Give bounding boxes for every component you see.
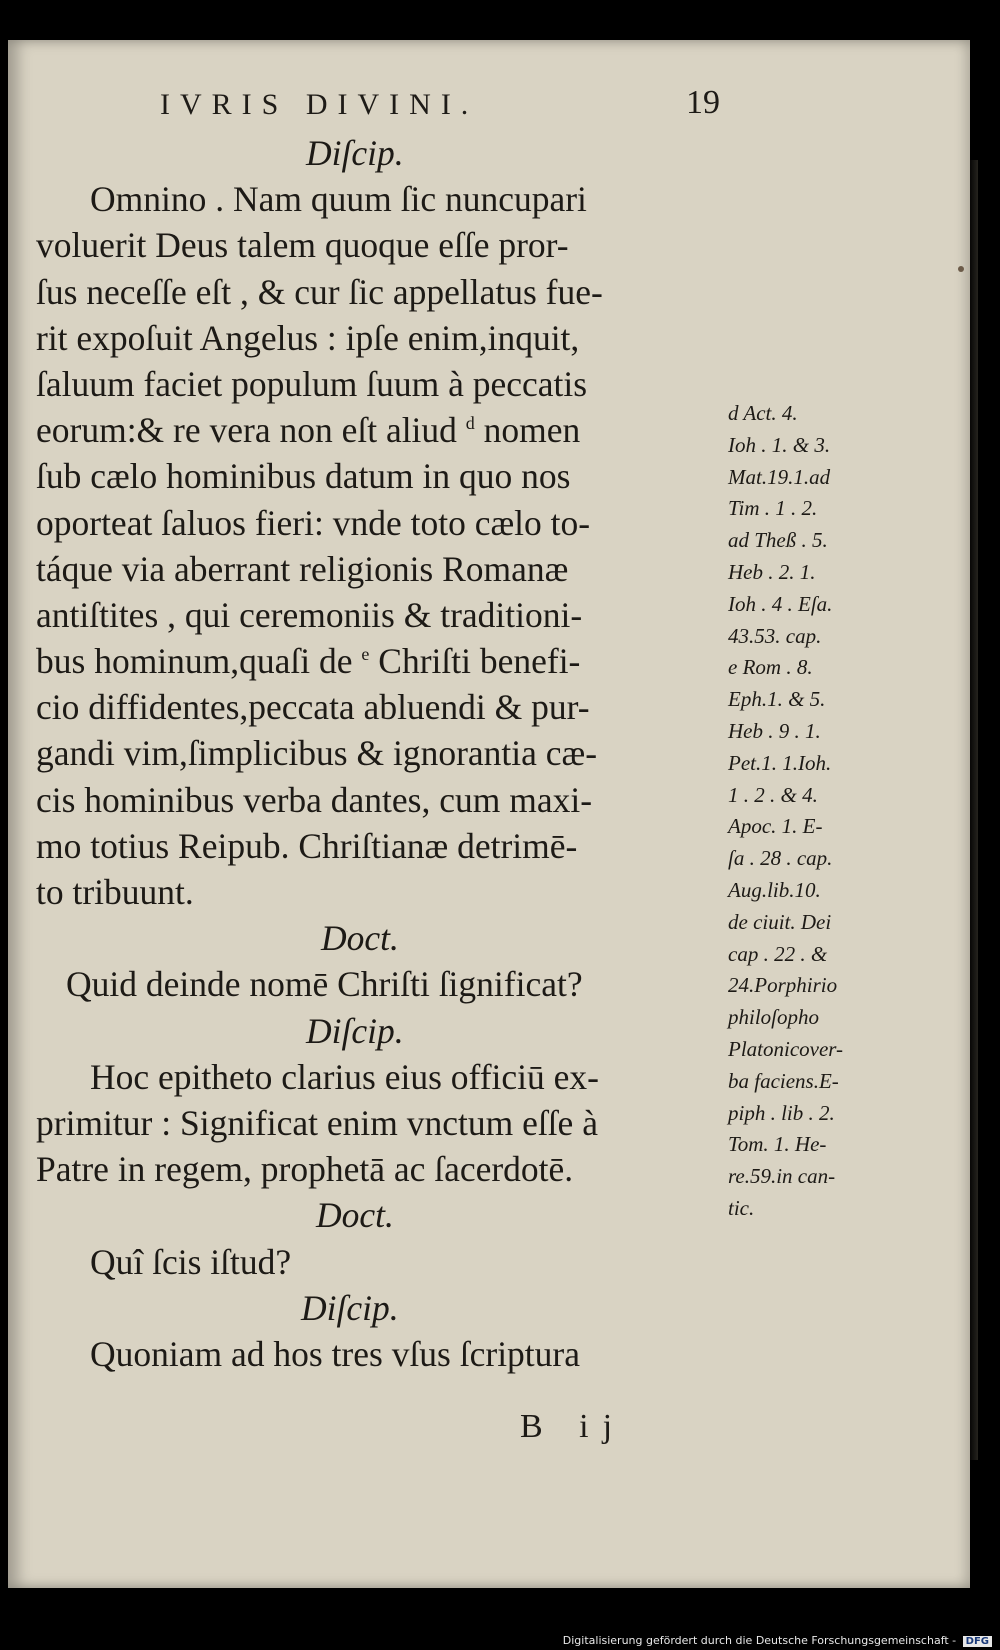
- margin-note-line: 43.53. cap.: [728, 623, 822, 648]
- margin-note-line: Tom. 1. He-: [728, 1132, 827, 1157]
- margin-note-line: Platonicover-: [728, 1036, 844, 1061]
- text-line: Quid deinde nomē Chriſti ſignificat?: [66, 964, 583, 1005]
- margin-note-line: Eph.1. & 5.: [728, 687, 826, 712]
- running-head: IVRIS DIVINI.: [160, 88, 479, 121]
- digitization-credit: [563, 1634, 992, 1647]
- margin-note-line: de ciuit. Dei: [728, 909, 832, 934]
- marginal-references: [728, 398, 876, 1225]
- margin-note-line: re.59.in can-: [728, 1164, 836, 1189]
- margin-note-line: philoſopho: [728, 1005, 820, 1030]
- text-line: to tribuunt.: [36, 872, 194, 912]
- margin-note-line: Ioh . 4 . Eſa.: [728, 591, 833, 616]
- text-line: primitur : Significat enim vnctum eſſe à: [36, 1102, 598, 1143]
- text-segment: Chriſti benefi-: [369, 641, 581, 682]
- credit-text: Digitalisierung gefördert durch die Deutsche Forschungsgemeinschaft -: [562, 1634, 957, 1647]
- note-reference-mark: d: [465, 413, 475, 434]
- speaker-label: Diſcip.: [306, 1010, 404, 1051]
- margin-note-line: tic.: [728, 1195, 755, 1220]
- text-line: gandi vim,ſimplicibus & ignorantia cæ-: [36, 733, 598, 774]
- margin-note-line: Aug.lib.10.: [728, 877, 821, 902]
- note-reference-mark: e: [361, 644, 370, 665]
- text-segment: nomen: [474, 410, 581, 451]
- text-line: mo totius Reipub. Chriſtianæ detrimē-: [36, 825, 578, 866]
- text-line: cis hominibus verba dantes, cum maxi-: [36, 779, 593, 820]
- margin-note-line: cap . 22 . &: [728, 941, 828, 966]
- text-line: Quî ſcis iſtud?: [90, 1241, 292, 1282]
- text-line: rit expoſuit Angelus : ipſe enim,inquit,: [36, 317, 580, 358]
- speaker-label: Diſcip.: [301, 1287, 399, 1328]
- margin-note-line: piph . lib . 2.: [728, 1100, 835, 1125]
- text-line: Omnino . Nam quum ſic nuncupari: [90, 179, 587, 220]
- text-line: oporteat ſaluos fieri: vnde toto cælo to-: [36, 502, 591, 543]
- text-line: ſus neceſſe eſt , & cur ſic appellatus fue-: [36, 271, 603, 312]
- margin-note-line: Mat.19.1.ad: [728, 464, 831, 489]
- text-line: Patre in regem, prophetā ac ſacerdotē.: [36, 1149, 574, 1190]
- paper-speck: [958, 266, 964, 272]
- margin-note-line: d Act. 4.: [728, 401, 798, 425]
- text-line: Hoc epitheto clarius eius officiū ex-: [90, 1056, 599, 1097]
- speaker-label: Doct.: [316, 1195, 394, 1236]
- margin-note-line: Apoc. 1. E-: [728, 814, 823, 839]
- margin-note-line: ba faciens.E-: [728, 1068, 839, 1093]
- text-line: táque via aberrant religionis Romanæ: [36, 548, 569, 589]
- margin-note-line: e Rom . 8.: [728, 655, 813, 680]
- page-edge-shadow: [968, 160, 978, 1460]
- text-line: [36, 407, 726, 453]
- text-line: ſaluum faciet populum ſuum à peccatis: [36, 363, 588, 404]
- text-line: antiſtites , qui ceremoniis & traditioni-: [36, 594, 583, 635]
- margin-note-line: Heb . 9 . 1.: [728, 718, 821, 743]
- text-line: ſub cælo hominibus datum in quo nos: [36, 456, 571, 497]
- text-line: [36, 638, 726, 684]
- page-number: 19: [686, 84, 720, 121]
- margin-note-line: Heb . 2. 1.: [728, 559, 816, 584]
- margin-note-line: 24.Porphirio: [728, 973, 838, 998]
- signature-mark: B ij: [520, 1408, 627, 1445]
- margin-note-line: Pet.1. 1.Ioh.: [728, 750, 832, 775]
- margin-note-line: 1 . 2 . & 4.: [728, 782, 818, 807]
- margin-note-line: ad Theß . 5.: [728, 528, 828, 553]
- text-segment: eorum:& re vera non eſt aliud: [36, 410, 466, 451]
- main-text-column: [36, 130, 726, 1377]
- page-header: [160, 84, 720, 128]
- margin-note-line: ſa . 28 . cap.: [728, 846, 833, 871]
- text-segment: bus hominum,quaſi de: [36, 641, 362, 682]
- text-line: Quoniam ad hos tres vſus ſcriptura: [90, 1333, 580, 1374]
- margin-note-line: Ioh . 1. & 3.: [728, 432, 831, 457]
- dfg-logo: DFG: [963, 1636, 992, 1647]
- margin-note-line: Tim . 1 . 2.: [728, 496, 818, 521]
- speaker-label: Diſcip.: [306, 133, 404, 173]
- text-line: voluerit Deus talem quoque eſſe pror-: [36, 225, 569, 266]
- speaker-label: Doct.: [321, 918, 399, 959]
- text-line: cio diffidentes,peccata abluendi & pur-: [36, 687, 590, 728]
